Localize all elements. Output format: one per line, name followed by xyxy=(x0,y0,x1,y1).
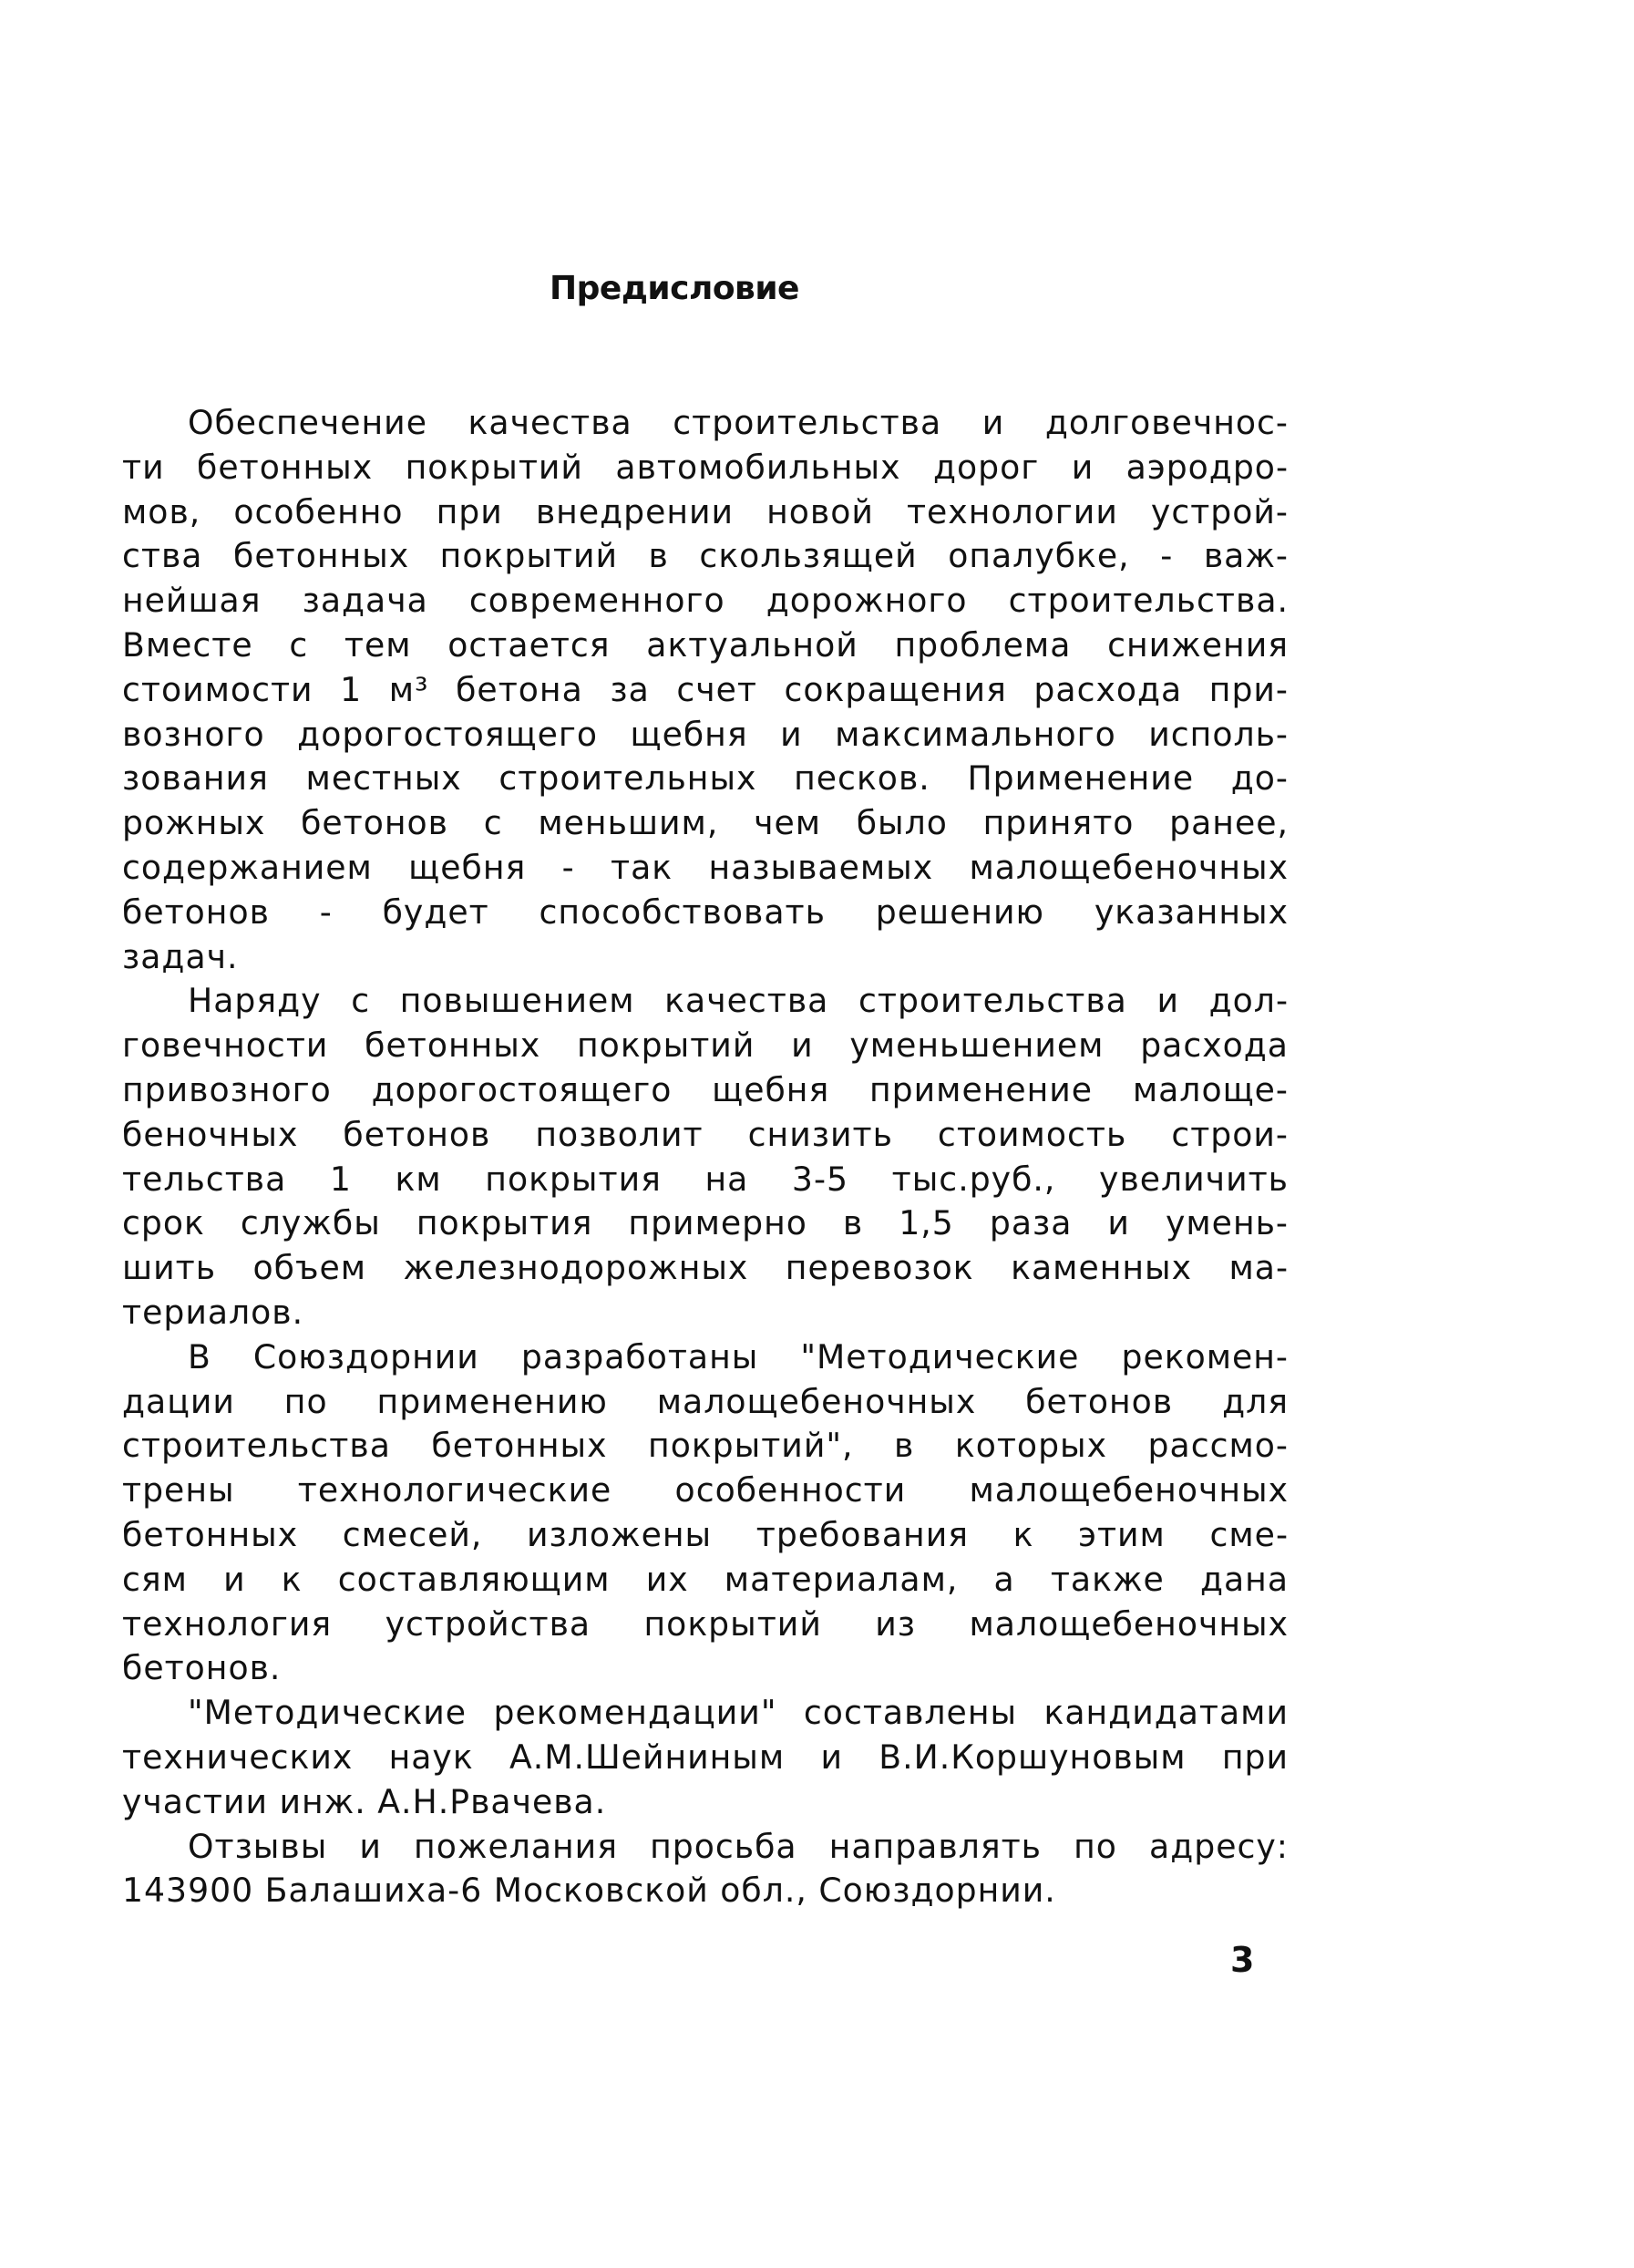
text-line: териалов. xyxy=(122,1292,304,1332)
text-line: говечности бетонных покрытий и уменьшением расхода xyxy=(122,1026,1289,1066)
text-line: рожных бетонов с меньшим, чем было принято ранее, xyxy=(122,803,1289,843)
text-line: срок службы покрытия примерно в 1,5 раза и умень- xyxy=(122,1203,1289,1243)
text-line: содержанием щебня - так называемых малощебеночных xyxy=(122,847,1289,887)
text-line: технология устройства покрытий из малощебеночных xyxy=(122,1603,1289,1644)
text-line: 143900 Балашиха-6 Московской обл., Союздорнии. xyxy=(122,1871,1056,1911)
text-line: ти бетонных покрытий автомобильных дорог и аэродро- xyxy=(122,447,1289,487)
text-line: беночных бетонов позволит снизить стоимость строи- xyxy=(122,1114,1289,1154)
text-line: "Методические рекомендации" составлены кандидатами xyxy=(188,1693,1289,1733)
text-line: бетонов - будет способствовать решению указанных xyxy=(122,892,1289,932)
body-text xyxy=(122,401,1289,1913)
text-line: Обеспечение качества строительства и долговечнос- xyxy=(188,403,1289,442)
text-line: трены технологические особенности малощебеночных xyxy=(122,1470,1289,1510)
text-line: сям и к составляющим их материалам, а также дана xyxy=(122,1559,1289,1599)
text-line: ства бетонных покрытий в скользящей опалубке, - важ- xyxy=(122,536,1289,576)
text-line: В Союздорнии разработаны "Методические рекомен- xyxy=(188,1336,1289,1376)
page-number: 3 xyxy=(1230,1940,1255,1980)
text-line: задач. xyxy=(122,936,239,976)
text-line: шить объем железнодорожных перевозок каменных ма- xyxy=(122,1248,1289,1288)
text-line: мов, особенно при внедрении новой технологии устрой- xyxy=(122,491,1289,531)
text-line: зования местных строительных песков. Применение до- xyxy=(122,758,1289,799)
text-line: бетонных смесей, изложены требования к этим сме- xyxy=(122,1514,1289,1554)
text-line: бетонов. xyxy=(122,1648,282,1688)
text-line: строительства бетонных покрытий", в которых рассмо- xyxy=(122,1426,1289,1466)
text-line: Вместе с тем остается актуальной проблема снижения xyxy=(122,624,1289,665)
text-line: нейшая задача современного дорожного строительства. xyxy=(122,581,1289,621)
page-title: Предисловие xyxy=(550,270,799,307)
text-line: дации по применению малощебеночных бетонов для xyxy=(122,1381,1289,1421)
text-line: Наряду с повышением качества строительства и дол- xyxy=(188,981,1289,1021)
text-line: технических наук А.М.Шейниным и В.И.Коршуновым при xyxy=(122,1737,1289,1777)
text-line: Отзывы и пожелания просьба направлять по адресу: xyxy=(188,1826,1289,1866)
text-line: привозного дорогостоящего щебня применение малоще- xyxy=(122,1069,1289,1109)
text-line: возного дорогостоящего щебня и максимального исполь- xyxy=(122,714,1289,754)
text-line: тельства 1 км покрытия на 3-5 тыс.руб., увеличить xyxy=(122,1159,1289,1199)
text-line: стоимости 1 м³ бетона за счет сокращения расхода при- xyxy=(122,669,1289,709)
text-line: участии инж. А.Н.Рвачева. xyxy=(122,1781,607,1821)
